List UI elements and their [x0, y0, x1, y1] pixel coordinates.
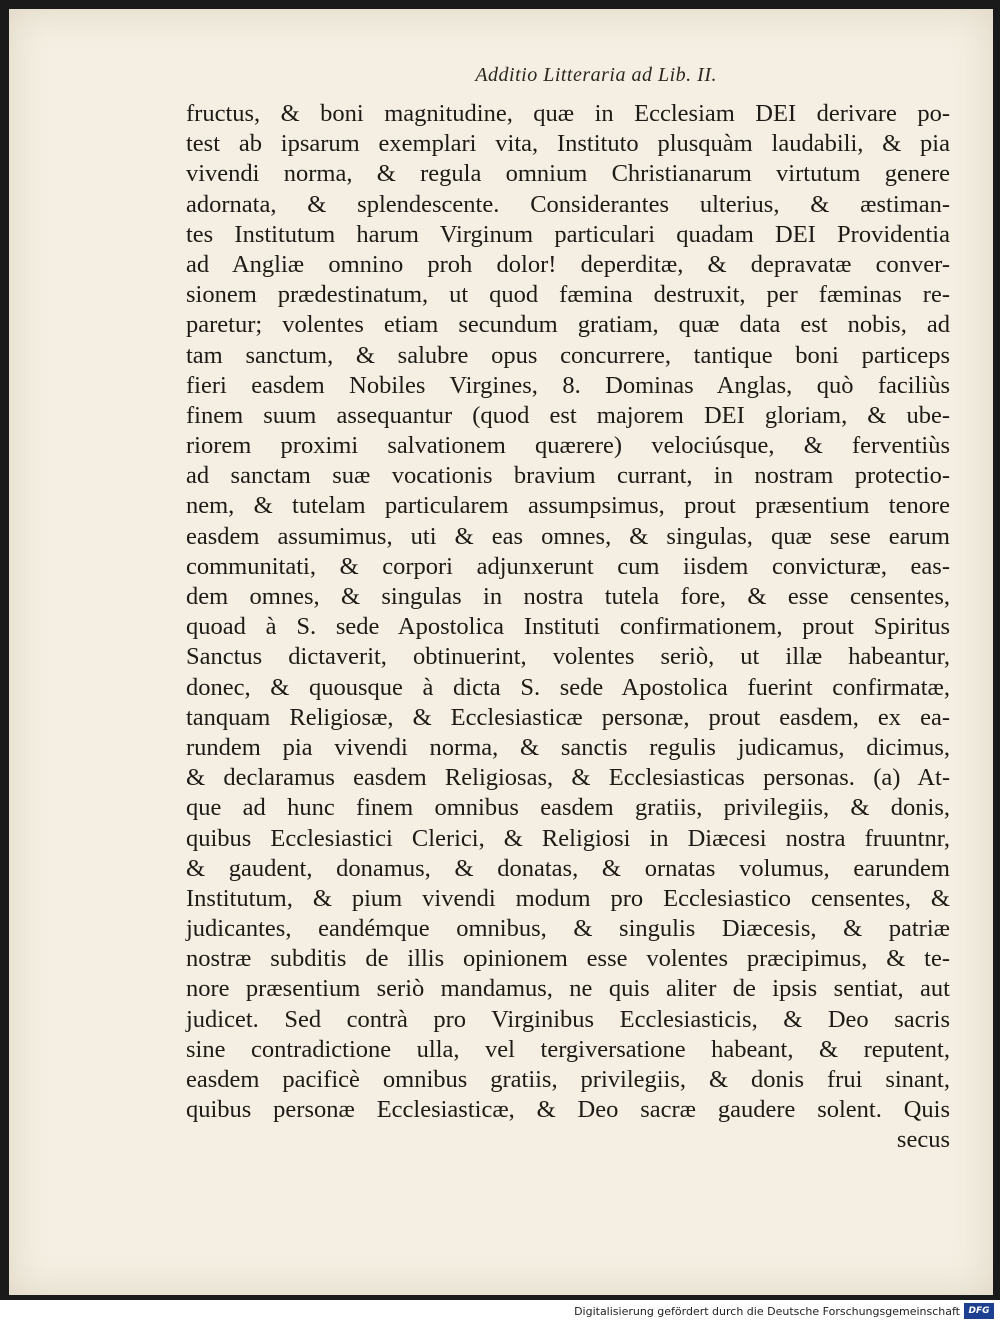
- running-head: Additio Litteraria ad Lib. II.: [475, 64, 717, 86]
- text-line: & declaramus easdem Religiosas, & Ecclesiasticas personas. (a) At-: [186, 764, 950, 792]
- text-line: tes Institutum harum Virginum particulari quadam DEI Providentia: [186, 220, 950, 248]
- text-line: quibus Ecclesiastici Clerici, & Religiosi in Diæcesi nostra fruuntnr,: [186, 824, 950, 852]
- text-line: dem omnes, & singulas in nostra tutela fore, & esse censentes,: [186, 583, 950, 610]
- text-line: communitati, & corpori adjunxerunt cum iisdem convicturæ, eas-: [186, 552, 950, 580]
- text-line: ad Angliæ omnino proh dolor! deperditæ, & depravatæ conver-: [186, 250, 950, 278]
- text-line: nore præsentium seriò mandamus, ne quis aliter de ipsis sentiat, aut: [186, 975, 950, 1003]
- text-line: sionem prædestinatum, ut quod fæmina destruxit, per fæminas re-: [186, 281, 950, 309]
- text-line: judicet. Sed contrà pro Virginibus Ecclesiasticis, & Deo sacris: [186, 1005, 950, 1033]
- text-line: & gaudent, donamus, & donatas, & ornatas volumus, earundem: [186, 854, 950, 882]
- text-line: adornata, & splendescente. Considerantes ulterius, & æstiman-: [186, 190, 950, 218]
- text-line: nostræ subditis de illis opinionem esse volentes præcipimus, & te-: [186, 945, 950, 973]
- body-text: [186, 99, 950, 1156]
- text-line: easdem pacificè omnibus gratiis, privilegiis, & donis frui sinant,: [186, 1066, 950, 1093]
- text-line: nem, & tutelam particularem assumpsimus, prout præsentium tenore: [186, 492, 950, 520]
- catchword: secus: [896, 1126, 950, 1154]
- text-line: vivendi norma, & regula omnium Christianarum virtutum genere: [186, 160, 950, 188]
- book-page: [9, 9, 993, 1295]
- footer-credit: Digitalisierung gefördert durch die Deutsche Forschungsgemeinschaft: [574, 1305, 960, 1318]
- text-line: paretur; volentes etiam secundum gratiam, quæ data est nobis, ad: [186, 311, 950, 339]
- text-line: quibus personæ Ecclesiasticæ, & Deo sacræ gaudere solent. Quis: [186, 1096, 950, 1124]
- text-line: test ab ipsarum exemplari vita, Instituto plusquàm laudabili, & pia: [186, 130, 950, 158]
- text-line: que ad hunc finem omnibus easdem gratiis, privilegiis, & donis,: [186, 794, 950, 822]
- text-line: donec, & quousque à dicta S. sede Apostolica fuerint confirmatæ,: [186, 673, 950, 701]
- text-line: tam sanctum, & salubre opus concurrere, tantique boni particeps: [186, 341, 950, 369]
- text-line: riorem proximi salvationem quærere) velociúsque, & ferventiùs: [186, 432, 950, 460]
- text-line: ad sanctam suæ vocationis bravium currant, in nostram protectio-: [186, 462, 950, 490]
- text-line: tanquam Religiosæ, & Ecclesiasticæ personæ, prout easdem, ex ea-: [186, 703, 950, 731]
- text-line: judicantes, eandémque omnibus, & singulis Diæcesis, & patriæ: [186, 915, 950, 943]
- footer-bar: [0, 1300, 1000, 1323]
- text-line: sine contradictione ulla, vel tergiversatione habeant, & reputent,: [186, 1035, 950, 1063]
- text-line: Sanctus dictaverit, obtinuerint, volentes seriò, ut illæ habeantur,: [186, 643, 950, 671]
- text-line: rundem pia vivendi norma, & sanctis regulis judicamus, dicimus,: [186, 733, 950, 761]
- text-line: quoad à S. sede Apostolica Instituti confirmationem, prout Spiritus: [186, 613, 950, 641]
- text-line: finem suum assequantur (quod est majorem DEI gloriam, & ube-: [186, 401, 950, 429]
- text-line: Institutum, & pium vivendi modum pro Ecclesiastico censentes, &: [186, 884, 950, 912]
- dfg-logo: DFG: [964, 1303, 994, 1319]
- text-line: fieri easdem Nobiles Virgines, 8. Dominas Anglas, quò faciliùs: [186, 371, 950, 399]
- text-line: fructus, & boni magnitudine, quæ in Ecclesiam DEI derivare po-: [186, 100, 950, 127]
- text-line: easdem assumimus, uti & eas omnes, & singulas, quæ sese earum: [186, 522, 950, 550]
